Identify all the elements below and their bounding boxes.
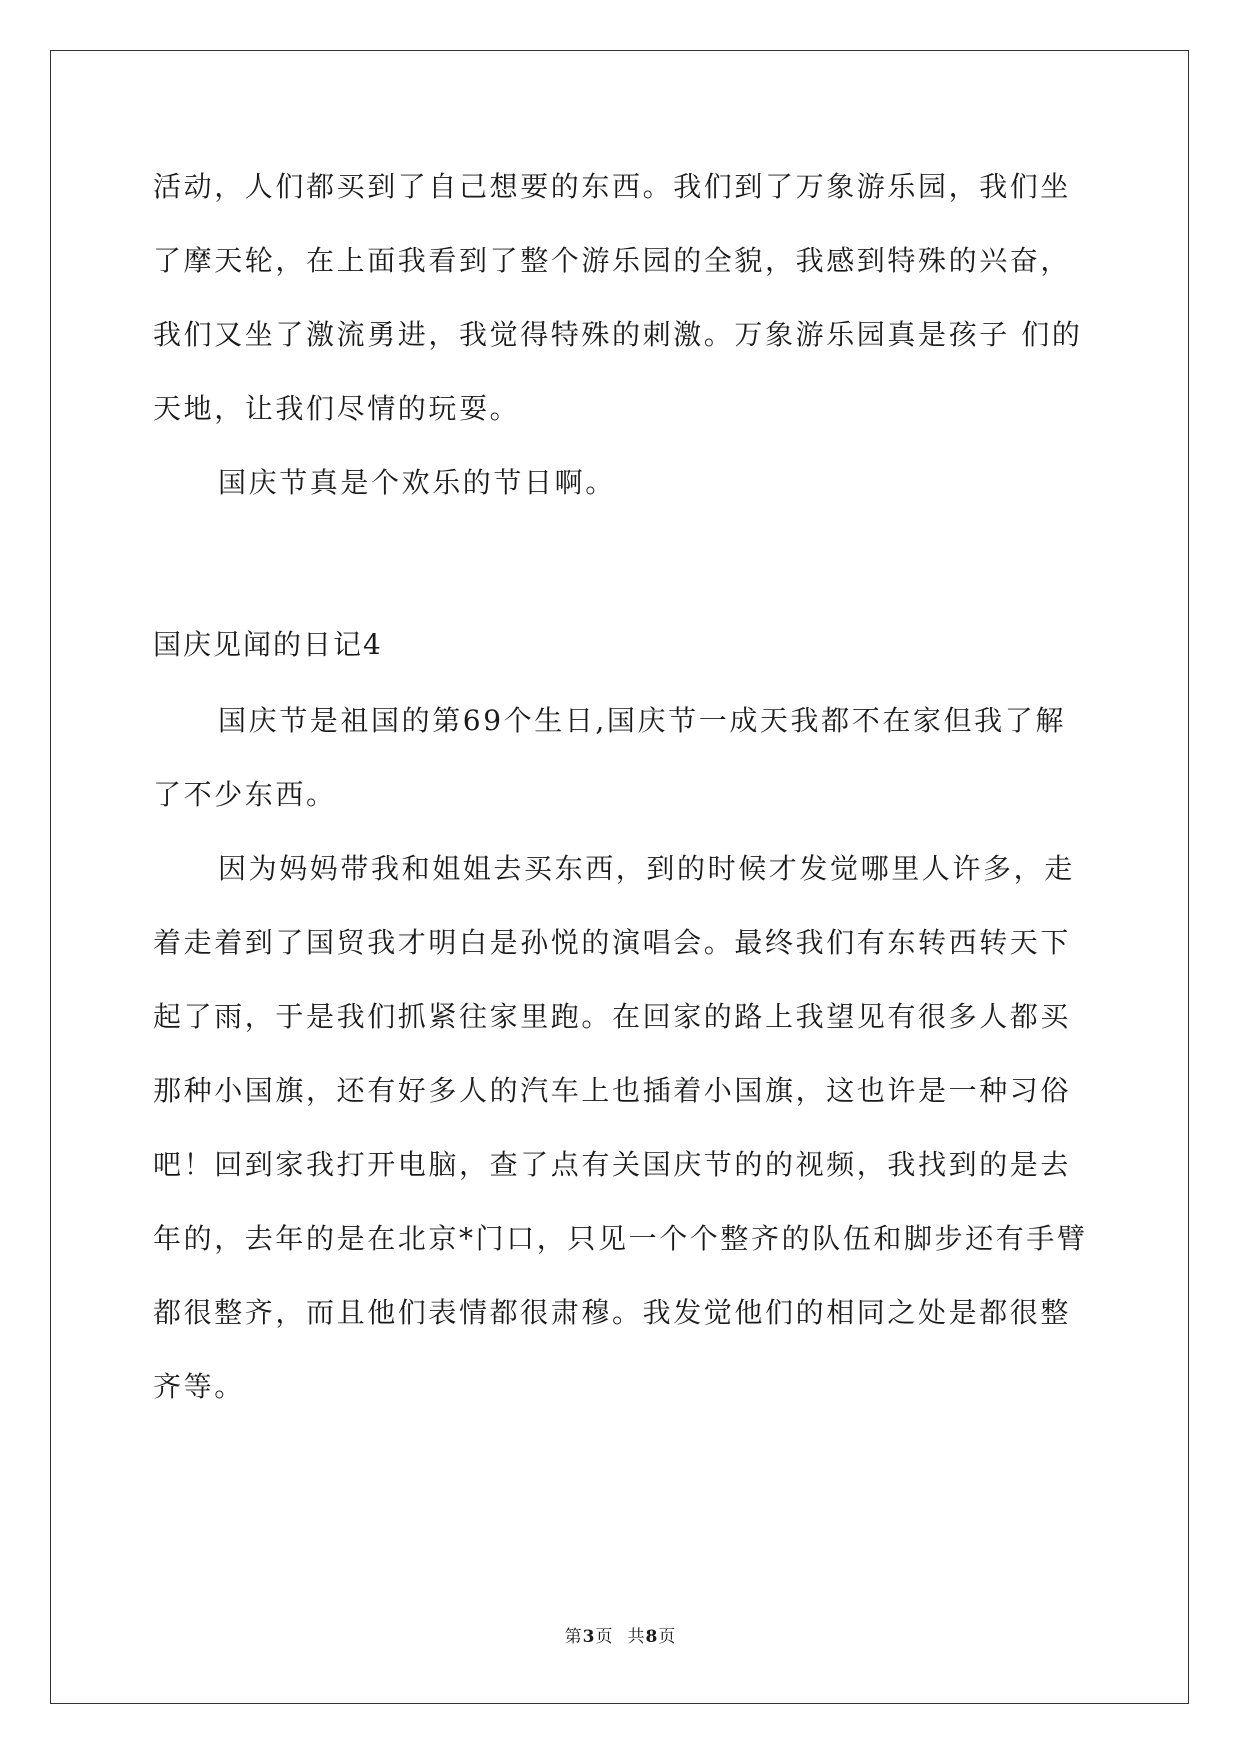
text-line: 因为妈妈带我和姐姐去买东西，到的时候才发觉哪里人许多，走 bbox=[218, 852, 1075, 885]
current-page-number: 3 bbox=[582, 1627, 596, 1647]
page-footer bbox=[0, 1622, 1241, 1647]
text-line: 着走着到了国贸我才明白是孙悦的演唱会。最终我们有东转西转天下 bbox=[153, 926, 1072, 959]
section-heading: 国庆见闻的日记4 bbox=[153, 628, 383, 661]
footer-total-prefix: 共 bbox=[627, 1627, 646, 1647]
paragraph-3 bbox=[153, 702, 1086, 850]
paragraph-1 bbox=[153, 168, 1086, 464]
paragraph-2: 国庆节真是个欢乐的节日啊。 bbox=[218, 466, 616, 499]
text-line: 我们又坐了激流勇进，我觉得特殊的刺激。万象游乐园真是孩子 们的 bbox=[153, 318, 1083, 351]
text-line: 了摩天轮，在上面我看到了整个游乐园的全貌，我感到特殊的兴奋， bbox=[153, 244, 1072, 277]
total-pages-number: 8 bbox=[645, 1627, 659, 1647]
text-line: 那种小国旗，还有好多人的汽车上也插着小国旗，这也许是一种习俗 bbox=[153, 1074, 1072, 1107]
footer-total-unit: 页 bbox=[658, 1627, 677, 1647]
footer-prefix: 第 bbox=[564, 1627, 583, 1647]
text-line: 天地，让我们尽情的玩耍。 bbox=[153, 392, 521, 425]
text-line: 年的，去年的是在北京*门口，只见一个个整齐的队伍和脚步还有手臂 bbox=[153, 1222, 1088, 1255]
paragraph-4 bbox=[153, 850, 1086, 1442]
text-line: 起了雨，于是我们抓紧往家里跑。在回家的路上我望见有很多人都买 bbox=[153, 1000, 1072, 1033]
text-line: 活动，人们都买到了自己想要的东西。我们到了万象游乐园，我们坐 bbox=[153, 170, 1072, 203]
text-line: 吧！回到家我打开电脑，查了点有关国庆节的的视频，我找到的是去 bbox=[153, 1148, 1072, 1181]
document-body bbox=[153, 168, 1086, 1442]
text-line: 都很整齐，而且他们表情都很肃穆。我发觉他们的相同之处是都很整 bbox=[153, 1296, 1072, 1329]
text-line: 齐等。 bbox=[153, 1370, 245, 1403]
text-line: 国庆节是祖国的第69个生日,国庆节一成天我都不在家但我了解 bbox=[218, 704, 1066, 737]
footer-page-unit: 页 bbox=[595, 1627, 614, 1647]
text-line: 了不少东西。 bbox=[153, 778, 337, 811]
